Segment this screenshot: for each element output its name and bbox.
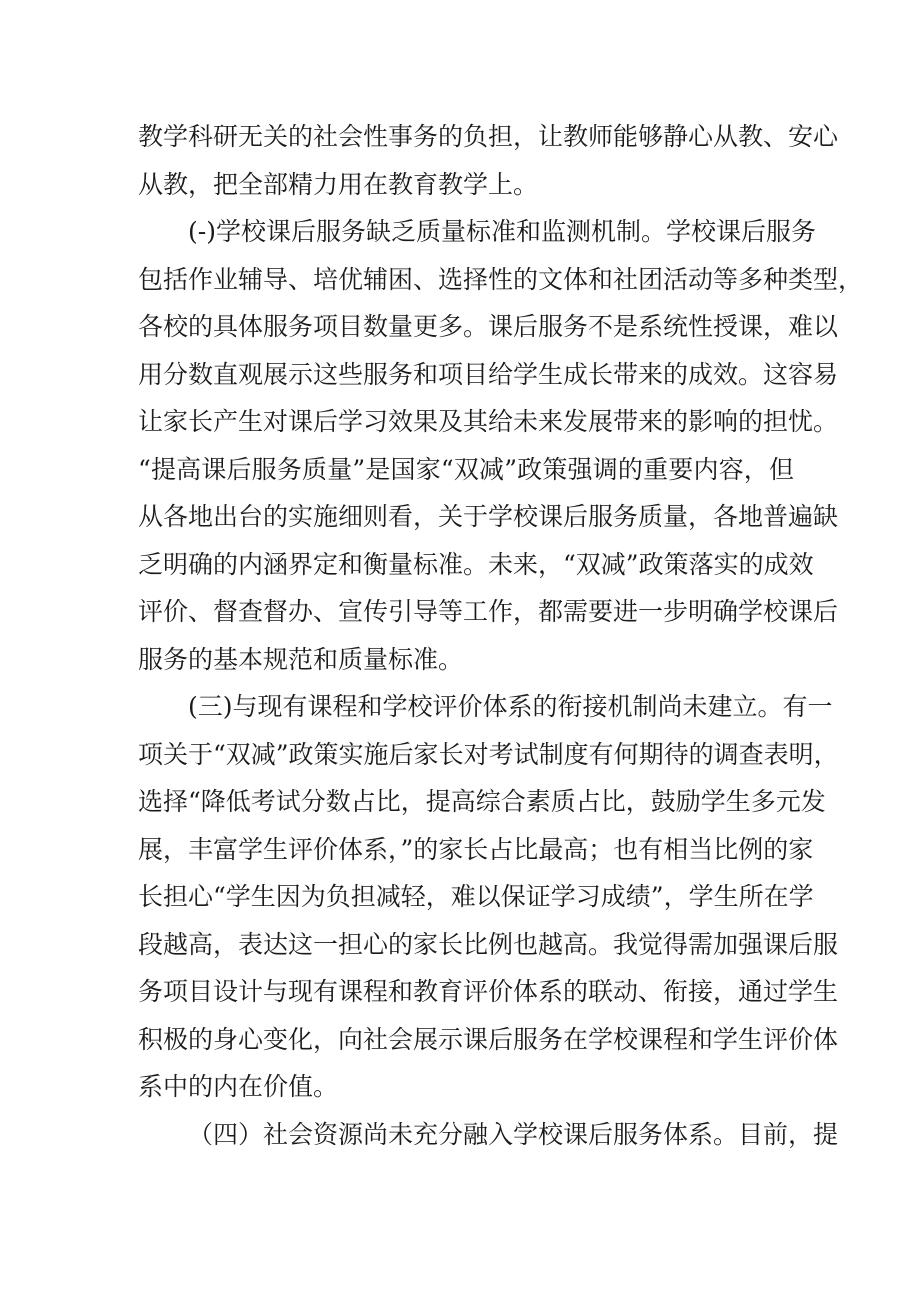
paragraph-line: 服务的基本规范和质量标准。 xyxy=(138,644,464,674)
paragraph-line: 段越高，表达这一担心的家长比例也越高。我觉得需加强课后服 xyxy=(138,929,839,959)
paragraph-line: 系中的内在价值。 xyxy=(138,1072,339,1101)
paragraph-line: 选择“降低考试分数占比，提高综合素质占比，鼓励学生多元发 xyxy=(138,787,826,816)
paragraph-line: 让家长产生对课后学习效果及其给未来发展带来的影响的担忧。 xyxy=(138,407,839,436)
paragraph-line: “提高课后服务质量”是国家“双减”政策强调的重要内容，但 xyxy=(138,454,794,484)
paragraph-line: (三)与现有课程和学校评价体系的衔接机制尚未建立。有一 xyxy=(188,692,833,721)
paragraph-line: 用分数直观展示这些服务和项目给学生成长带来的成效。这容易 xyxy=(138,359,839,389)
paragraph-line: 乏明确的内涵界定和衡量标准。未来，“双减”政策落实的成效 xyxy=(138,549,814,579)
paragraph-line: 包括作业辅导、培优辅困、选择性的文体和社团活动等多种类型， xyxy=(138,264,864,294)
paragraph-line: 务项目设计与现有课程和教育评价体系的联动、衔接，通过学生 xyxy=(138,977,839,1006)
body-text xyxy=(138,113,864,1158)
paragraph-line: （四）社会资源尚未充分融入学校课后服务体系。目前，提 xyxy=(188,1119,839,1149)
paragraph-line: 各校的具体服务项目数量更多。课后服务不是系统性授课，难以 xyxy=(138,312,839,341)
paragraph xyxy=(138,683,839,1111)
paragraph xyxy=(138,208,864,683)
paragraph-line: 评价、督查督办、宣传引导等工作，都需要进一步明确学校课后 xyxy=(138,597,839,626)
paragraph-line: 教学科研无关的社会性事务的负担，让教师能够静心从教、安心 xyxy=(138,122,839,151)
paragraph-line: 从教，把全部精力用在教育教学上。 xyxy=(138,169,539,199)
paragraph-line: 项关于“双减”政策实施后家长对考试制度有何期待的调查表明， xyxy=(138,739,839,769)
paragraph-line: (-)学校课后服务缺乏质量标准和监测机制。学校课后服务 xyxy=(188,217,816,246)
paragraph xyxy=(138,113,839,208)
paragraph-line: 展，丰富学生评价体系，”的家长占比最高；也有相当比例的家 xyxy=(138,834,814,864)
paragraph-line: 积极的身心变化，向社会展示课后服务在学校课程和学生评价体 xyxy=(138,1024,839,1054)
paragraph xyxy=(138,1111,839,1159)
paragraph-line: 从各地出台的实施细则看，关于学校课后服务质量，各地普遍缺 xyxy=(138,502,839,531)
paragraph-line: 长担心“学生因为负担减轻，难以保证学习成绩”，学生所在学 xyxy=(138,882,814,911)
